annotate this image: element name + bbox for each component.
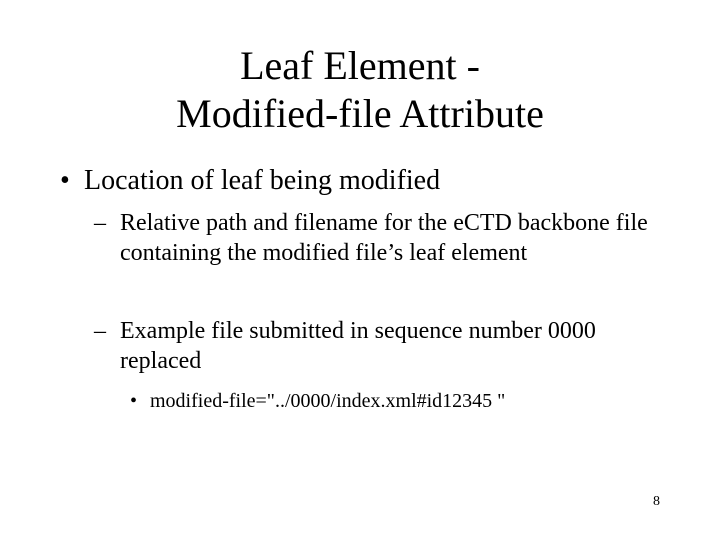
- bullet-marker: •: [60, 165, 70, 196]
- sub-bullet-example: [94, 316, 680, 376]
- sub-bullet-text: Relative path and filename for the eCTD backbone file containing the modified file’s leaf element: [120, 210, 648, 266]
- title-line-2: Modified-file Attribute: [176, 91, 544, 136]
- title-line-1: Leaf Element -: [240, 43, 480, 88]
- bullet-marker: •: [130, 390, 138, 412]
- dash-marker: –: [94, 210, 106, 236]
- sub-bullet-relative-path: [94, 208, 680, 268]
- dash-marker: –: [94, 318, 106, 344]
- sub-bullet-text: Example file submitted in sequence number 0000 replaced: [120, 318, 596, 374]
- slide-number: 8: [653, 494, 660, 509]
- bullet-item-location: [60, 164, 441, 198]
- bullet-text: Location of leaf being modified: [84, 165, 441, 196]
- sub-sub-bullet-modified-file: [130, 388, 506, 414]
- sub-sub-bullet-text: modified-file="../0000/index.xml#id12345 ": [150, 390, 506, 412]
